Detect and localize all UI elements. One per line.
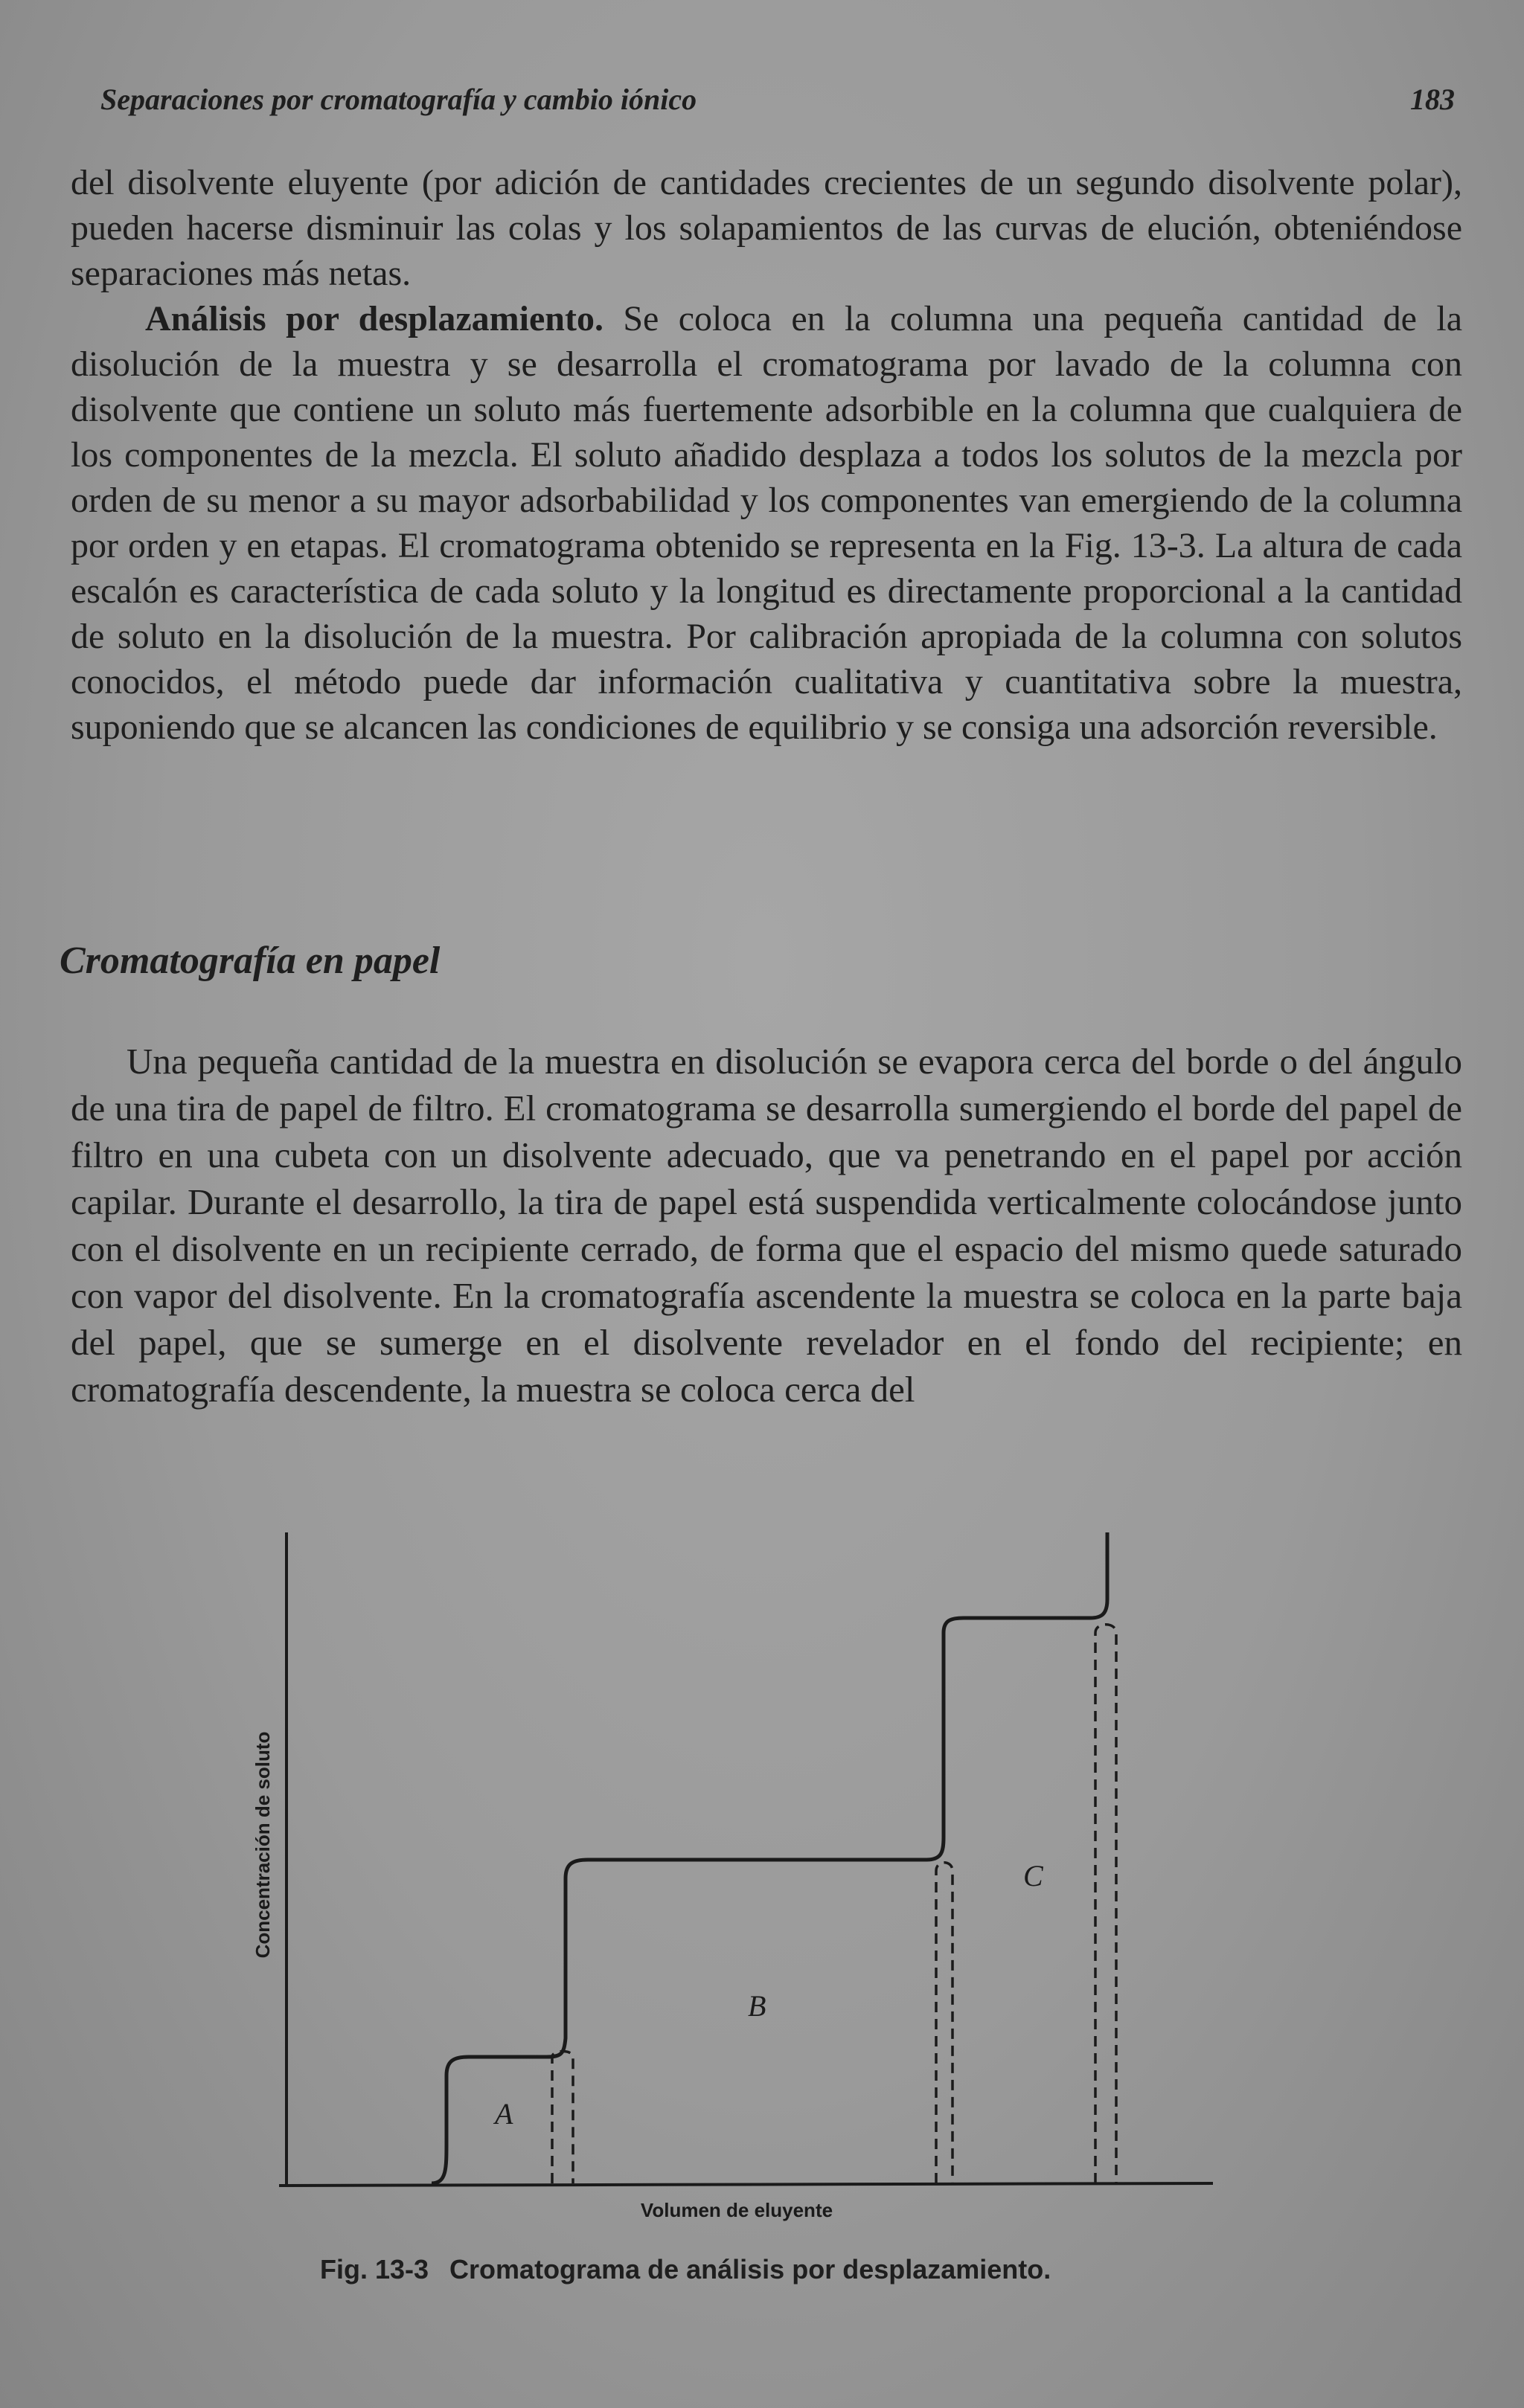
run-in-heading: Análisis por desplazamiento. xyxy=(145,299,603,338)
paragraph-paper-chromatography: Una pequeña cantidad de la muestra en disolución se evapora cerca del borde o del ángulo de una tira de papel de filtro. El cromatograma se desarrolla sumergiendo el borde del papel de filtro en una cubeta con un disolvente adecuado, que va penetrando en el papel por acción capilar. Durante el desarrollo, la tira de papel está suspendida verticalmente colocándose junto con el disolvente en un recipiente cerrado, de forma que el espacio del mismo quede saturado con vapor del disolvente. En la cromatografía ascendente la muestra se coloca en la parte baja del papel, que se sumerge en el disolvente revelador en el fondo del recipiente; en cromatografía descendente, la muestra se coloca cerca del xyxy=(71,1041,1462,1410)
step-label-a: A xyxy=(495,2097,513,2131)
envelope-b xyxy=(936,1863,952,2183)
x-axis-title: Volumen de eluyente xyxy=(640,2199,833,2221)
body-text-top xyxy=(71,160,1462,750)
x-axis xyxy=(279,2183,1213,2186)
step-label-b: B xyxy=(748,1989,766,2023)
body-text-paper-chromatography xyxy=(71,1038,1462,1413)
paragraph-continuation: del disolvente eluyente (por adición de cantidades crecientes de un segundo disolvente polar), pueden hacerse disminuir las colas y los solapamientos de las curvas de elución, obteniéndose separaciones más netas. xyxy=(71,163,1462,293)
envelope-c xyxy=(1095,1625,1116,2183)
running-title: Separaciones por cromatografía y cambio iónico xyxy=(100,83,697,116)
y-axis-title: Concentración de soluto xyxy=(252,1731,274,1959)
caption-text: Cromatograma de análisis por desplazamiento. xyxy=(449,2254,1051,2285)
displacement-chromatogram xyxy=(0,1503,1524,2321)
figure-caption xyxy=(320,2254,1051,2285)
step-label-c: C xyxy=(1023,1859,1043,1892)
caption-label: Fig. 13-3 xyxy=(320,2254,429,2285)
step-curve xyxy=(432,1532,1107,2183)
envelope-a xyxy=(552,2052,573,2184)
paragraph-text: Se coloca en la columna una pequeña cantidad de la disolución de la muestra y se desarrolla el cromatograma por lavado de la columna con disolvente que contiene un soluto más fuertemente adsorbible en la columna que cualquiera de los componentes de la mezcla. El soluto añadido desplaza a todos los solutos de la mezcla por orden de su menor a su mayor adsorbabilidad y los componentes van emergiendo de la columna por orden y en etapas. El cromatograma obtenido se representa en la Fig. 13-3. La altura de cada escalón es característica de cada soluto y la longitud es directamente proporcional a la cantidad de soluto en la disolución de la muestra. Por calibración apropiada de la columna con solutos conocidos, el método puede dar información cualitativa y cuantitativa sobre la muestra, suponiendo que se alcancen las condiciones de equilibrio y se consiga una adsorción reversible. xyxy=(71,299,1462,747)
section-title: Cromatografía en papel xyxy=(60,940,441,982)
running-head xyxy=(100,82,1455,117)
paragraph-displacement-analysis xyxy=(71,296,1462,750)
page-number: 183 xyxy=(1410,83,1455,116)
figure-13-3 xyxy=(0,1503,1524,2321)
